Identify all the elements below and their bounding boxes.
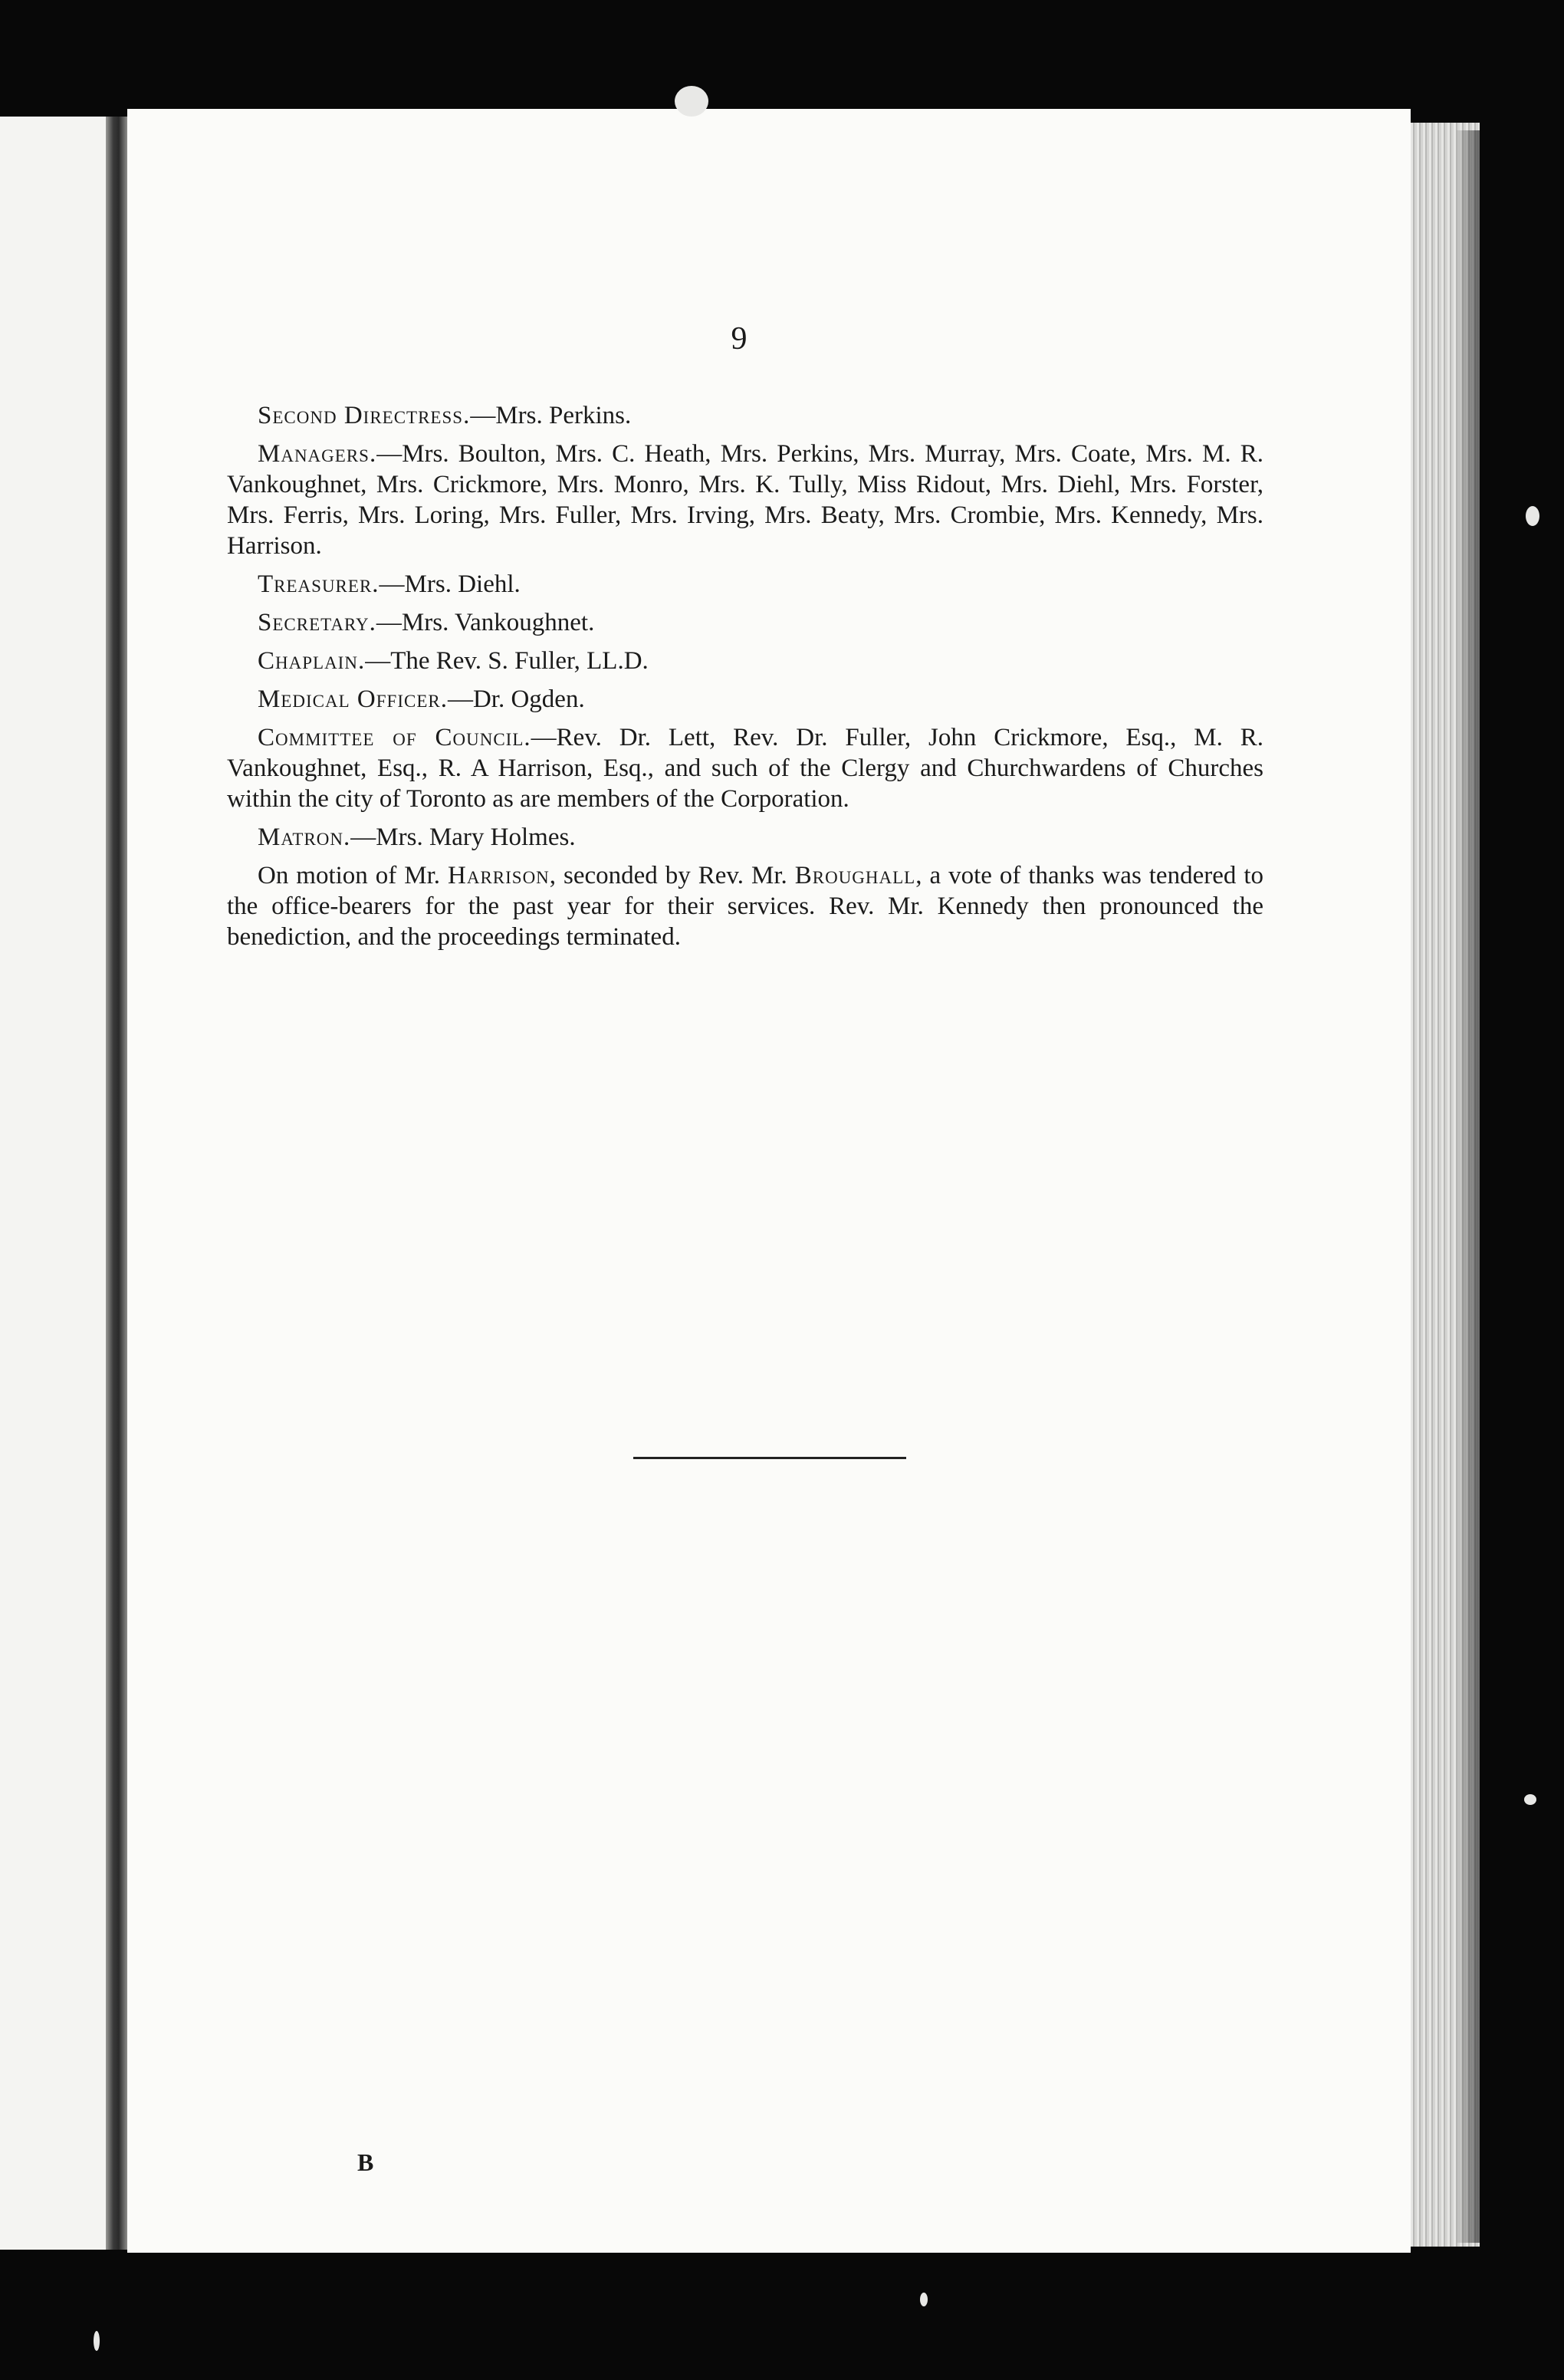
entry-medical-officer <box>227 684 1263 715</box>
entry-text: —Mrs. Vankoughnet. <box>376 609 595 636</box>
entry-matron <box>227 822 1263 853</box>
entry-heading: Managers. <box>258 440 377 468</box>
closing-text: , a vote of thanks was tendered to the office-bearers for the past year for their services. Rev. Mr. Kennedy then pronounced the benediction, and the proceedings terminated. <box>227 862 1264 951</box>
entry-heading: Chaplain. <box>258 647 366 675</box>
entry-heading: Secretary. <box>258 609 376 636</box>
page-number: 9 <box>731 321 748 357</box>
dust-speck <box>675 86 708 117</box>
entry-text: —Rev. Dr. Lett, Rev. Dr. Fuller, John Crickmore, Esq., M. R. Vankoughnet, Esq., R. A Harrison, Esq., and such of the Clergy and Churchwardens of Churches within the city of Toronto as are members of the Corporation. <box>227 724 1264 813</box>
entry-text: —Mrs. Mary Holmes. <box>350 823 576 851</box>
dust-speck <box>94 2331 100 2351</box>
entry-second-directress <box>227 400 1263 431</box>
entry-heading: Medical Officer. <box>258 685 448 713</box>
dust-speck <box>1526 506 1539 526</box>
entry-text: —Mrs. Diehl. <box>379 570 521 598</box>
signature-mark: B <box>357 2148 374 2176</box>
closing-name: Broughall <box>794 862 916 889</box>
closing-text: , seconded by Rev. Mr. <box>549 862 795 889</box>
closing-text: On motion of Mr. <box>258 862 448 889</box>
dust-speck <box>1524 1794 1536 1805</box>
dust-speck <box>920 2293 928 2306</box>
entry-text: —Mrs. Perkins. <box>470 402 632 429</box>
entry-heading: Matron. <box>258 823 351 851</box>
entry-treasurer <box>227 569 1263 600</box>
closing-paragraph <box>227 860 1263 952</box>
horizontal-rule <box>633 1457 906 1459</box>
page-edge-shadow <box>1457 130 1480 2243</box>
entry-chaplain <box>227 646 1263 676</box>
entry-managers <box>227 439 1263 561</box>
book-gutter <box>106 117 127 2250</box>
entry-heading: Second Directress. <box>258 402 471 429</box>
entry-committee-of-council <box>227 722 1263 814</box>
entry-heading: Committee of Council. <box>258 724 531 751</box>
text-block <box>227 400 1263 960</box>
entry-text: —Mrs. Boulton, Mrs. C. Heath, Mrs. Perkins, Mrs. Murray, Mrs. Coate, Mrs. M. R. Vankoughnet, Mrs. Crickmore, Mrs. Monro, Mrs. K. Tully, Miss Ridout, Mrs. Diehl, Mrs. Forster, Mrs. Ferris, Mrs. Loring, Mrs. Fuller, Mrs. Irving, Mrs. Beaty, Mrs. Crombie, Mrs. Kennedy, Mrs. Harrison. <box>227 440 1263 560</box>
closing-name: Harrison <box>448 862 550 889</box>
entry-text: —The Rev. S. Fuller, LL.D. <box>365 647 649 675</box>
left-page-edge <box>0 117 106 2250</box>
entry-secretary <box>227 607 1263 638</box>
entry-text: —Dr. Ogden. <box>447 685 585 713</box>
entry-heading: Treasurer. <box>258 570 380 598</box>
